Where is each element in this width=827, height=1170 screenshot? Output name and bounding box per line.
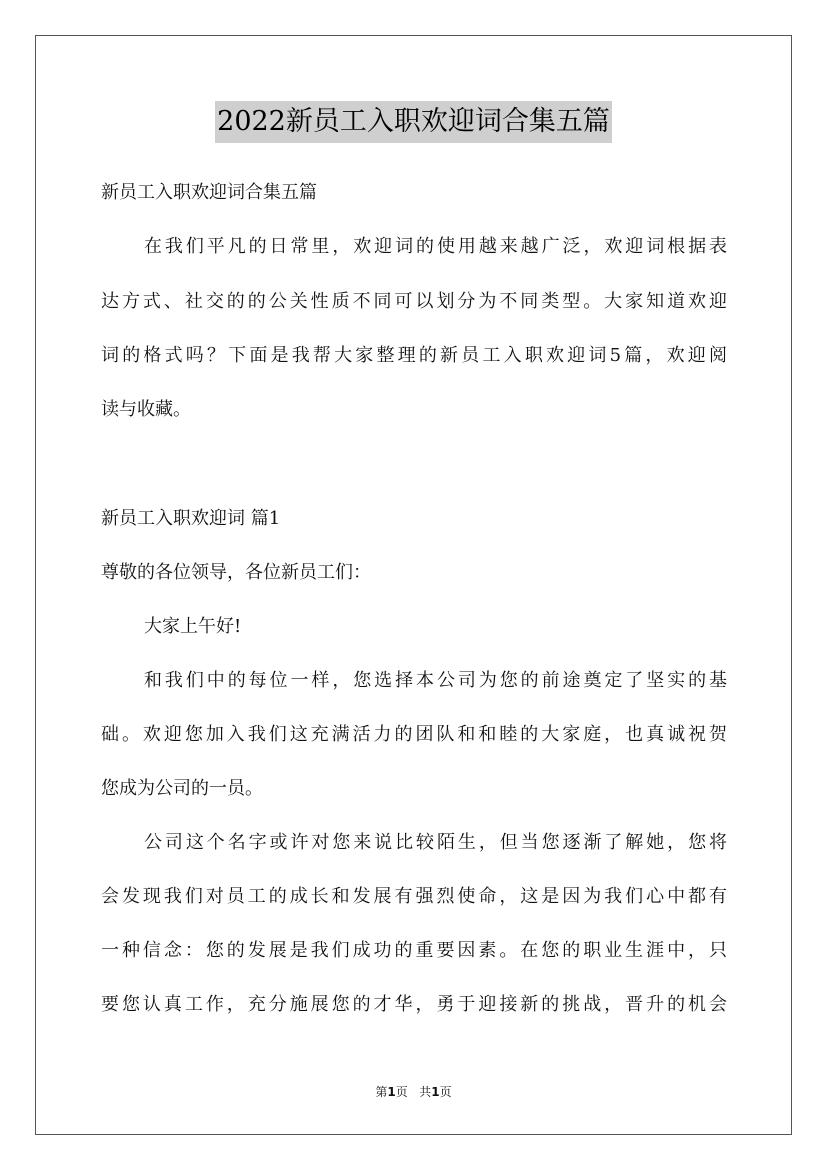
document-title: 2022新员工入职欢迎词合集五篇: [215, 101, 612, 143]
para2-line-4: 要您认真工作，充分施展您的才华，勇于迎接新的挑战，晋升的机会: [101, 994, 727, 1015]
para2-line-3: 一种信念：您的发展是我们成功的重要因素。在您的职业生涯中，只: [101, 940, 727, 961]
total-prefix: 共: [419, 1085, 432, 1099]
page-prefix: 第: [375, 1085, 388, 1099]
para1-line-3: 您成为公司的一员。: [101, 778, 263, 799]
document-subtitle: 新员工入职欢迎词合集五篇: [101, 182, 317, 203]
total-pages: 1: [431, 1085, 440, 1099]
para1-line-1: 和我们中的每位一样，您选择本公司为您的前途奠定了坚实的基: [144, 670, 727, 691]
greeting: 大家上午好!: [144, 616, 242, 637]
intro-line-1: 在我们平凡的日常里，欢迎词的使用越来越广泛，欢迎词根据表: [144, 236, 727, 257]
para1-line-2: 础。欢迎您加入我们这充满活力的团队和和睦的大家庭，也真诚祝贺: [101, 724, 727, 745]
page-footer: [0, 1084, 827, 1100]
salutation: 尊敬的各位领导，各位新员工们：: [101, 562, 371, 583]
intro-line-2: 达方式、社交的的公关性质不同可以划分为不同类型。大家知道欢迎: [101, 291, 727, 312]
para2-line-2: 会发现我们对员工的成长和发展有强烈使命，这是因为我们心中都有: [101, 886, 727, 907]
para2-line-1: 公司这个名字或许对您来说比较陌生，但当您逐渐了解她，您将: [144, 832, 727, 853]
section-heading: 新员工入职欢迎词 篇1: [101, 508, 281, 529]
intro-line-4: 读与收藏。: [101, 399, 191, 420]
page-number: 1: [387, 1085, 396, 1099]
total-suffix: 页: [439, 1085, 452, 1099]
title-container: [0, 101, 827, 143]
intro-line-3: 词的格式吗？下面是我帮大家整理的新员工入职欢迎词5篇，欢迎阅: [101, 345, 727, 366]
page-suffix: 页: [395, 1085, 408, 1099]
